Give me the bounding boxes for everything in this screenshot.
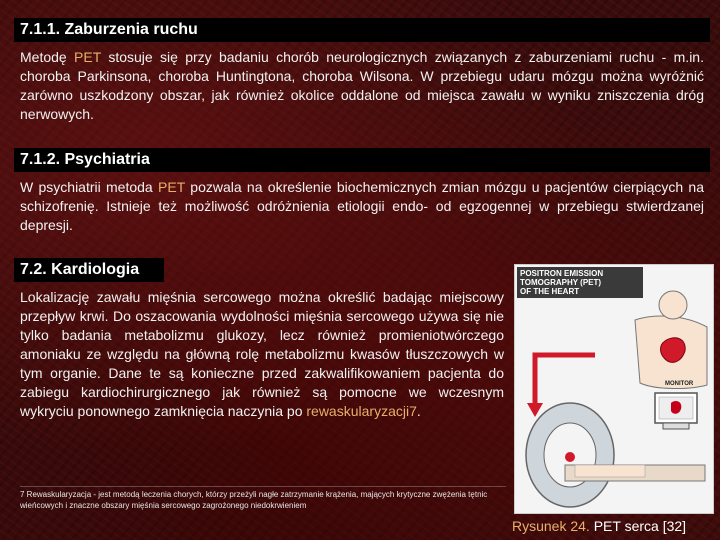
footnote-link[interactable]: rewaskularyzacji7 xyxy=(306,403,417,419)
pet-heart-figure xyxy=(514,264,714,514)
section-heading: 7.1.2. Psychiatria xyxy=(14,148,710,172)
paragraph-text: . xyxy=(416,403,421,419)
paragraph-text: stosuje się przy badaniu chorób neurologicznych związanych z zaburzeniami ruchu - m.in. choroba Parkinsona, choroba Huntingtona, choroba Wilsona. W przebiegu udaru mózgu można wyróżnić zarówno uszkodzony obszar, jak również okolice oddalone od miejsca zawału w wyniku zniszczenia dróg nerwowych. xyxy=(20,49,704,122)
paragraph-text: Lokalizację zawału mięśnia sercowego można określić badając miejscowy przepływ krwi. Do oszacowania wydolności mięśnia sercowego używa się nie tylko badania metabolizmu glukozy, lecz również promieniotwórczego amoniaku ze względu na główną rolę metabolizmu kwasów tłuszczowych w tym organie. Dane te są konieczne przed zakwalifikowaniem pacjenta do zabiegu kardiochirurgicznego jak również są pomocne we wczesnym wykryciu ponownego zamknięcia naczynia po xyxy=(20,289,504,419)
heart-target-icon xyxy=(565,452,575,462)
figure-title-line: POSITRON EMISSION xyxy=(520,269,604,278)
figure-caption-text: PET serca [32] xyxy=(589,518,687,534)
section-psychiatry xyxy=(14,148,710,235)
paragraph-text: pozwala na określenie biochemicznych zmian mózgu u pacjentów cierpiących na schizofrenię. Istnieje też możliwość odróżnienia etiologii endo- od egzogennej w przebiegu stwierdzanej depresji. xyxy=(20,179,704,233)
section-paragraph xyxy=(14,282,510,421)
pet-illustration xyxy=(515,265,713,513)
figure-title xyxy=(517,267,643,298)
section-paragraph xyxy=(14,42,710,124)
figure-title-line: OF THE HEART xyxy=(520,287,580,296)
monitor-label: MONITOR xyxy=(665,381,694,387)
section-movement-disorders xyxy=(14,18,710,124)
paragraph-text: W psychiatrii metoda xyxy=(20,179,159,195)
section-heading: 7.2. Kardiologia xyxy=(14,258,164,282)
pet-highlight: PET xyxy=(74,49,101,65)
figure-title-line: TOMOGRAPHY (PET) xyxy=(520,278,602,287)
section-cardiology xyxy=(14,258,510,421)
torso-illustration xyxy=(635,291,707,389)
figure-caption-label: Rysunek 24. xyxy=(512,518,590,534)
pet-highlight: PET xyxy=(158,179,185,195)
monitor-illustration xyxy=(655,393,697,429)
figure-caption xyxy=(512,518,686,534)
section-paragraph xyxy=(14,172,710,235)
footnote: 7 Rewaskularyzacja - jest metodą leczenia chorych, którzy przeżyli nagłe zatrzymanie krążenia, mających krytyczne zwężenia tętnic wieńcowych i znaczne obszary mięśnia sercowego zagrożonego niedokrwieniem xyxy=(20,486,506,511)
section-heading: 7.1.1. Zaburzenia ruchu xyxy=(14,18,710,42)
paragraph-text: Metodę xyxy=(20,49,75,65)
